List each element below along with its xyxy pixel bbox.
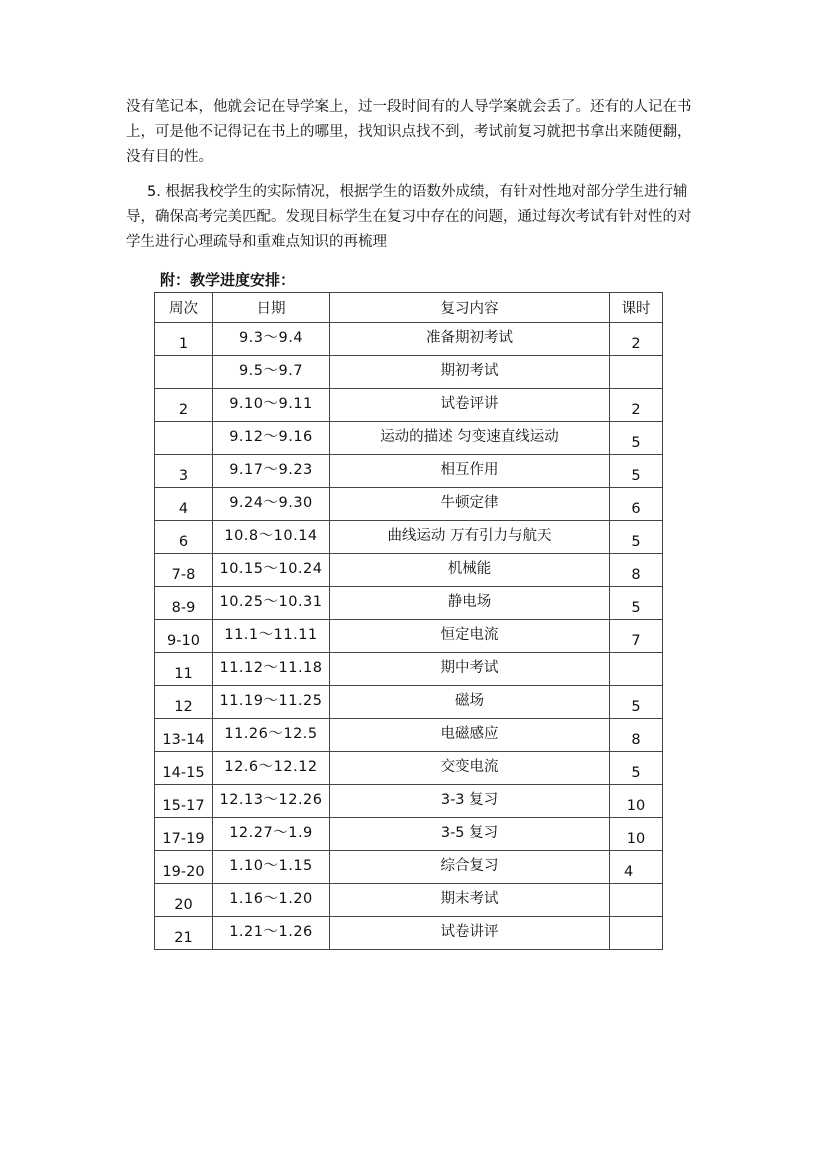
cell-week (155, 356, 213, 389)
teaching-schedule-table (154, 292, 663, 950)
cell-week: 19-20 (155, 851, 213, 884)
cell-content: 相互作用 (330, 455, 610, 488)
cell-week: 20 (155, 884, 213, 917)
cell-week: 9-10 (155, 620, 213, 653)
header-hours: 课时 (610, 293, 663, 323)
cell-week: 14-15 (155, 752, 213, 785)
cell-content: 期末考试 (330, 884, 610, 917)
cell-week: 21 (155, 917, 213, 950)
table-row (155, 752, 663, 785)
cell-hours (610, 356, 663, 389)
table-row (155, 653, 663, 686)
cell-week: 4 (155, 488, 213, 521)
table-row (155, 785, 663, 818)
cell-content: 准备期初考试 (330, 323, 610, 356)
table-row (155, 851, 663, 884)
cell-date: 11.1～11.11 (213, 620, 330, 653)
cell-content: 综合复习 (330, 851, 610, 884)
cell-hours (610, 917, 663, 950)
cell-date: 9.17～9.23 (213, 455, 330, 488)
table-row (155, 884, 663, 917)
cell-date: 9.12～9.16 (213, 422, 330, 455)
cell-week: 7-8 (155, 554, 213, 587)
cell-date: 10.8～10.14 (213, 521, 330, 554)
cell-week (155, 422, 213, 455)
cell-content: 静电场 (330, 587, 610, 620)
cell-date: 9.24～9.30 (213, 488, 330, 521)
table-row (155, 356, 663, 389)
cell-hours: 5 (610, 422, 663, 455)
table-row (155, 686, 663, 719)
cell-week: 12 (155, 686, 213, 719)
table-row (155, 818, 663, 851)
cell-hours: 2 (610, 323, 663, 356)
cell-hours: 5 (610, 521, 663, 554)
cell-hours: 8 (610, 719, 663, 752)
table-row (155, 620, 663, 653)
paragraph-line: 5. 根据我校学生的实际情况，根据学生的语数外成绩，有针对性地对部分学生进行辅 (147, 184, 688, 200)
cell-hours: 4 (610, 851, 663, 884)
table-header-row (155, 293, 663, 323)
cell-date: 9.10～9.11 (213, 389, 330, 422)
cell-week: 13-14 (155, 719, 213, 752)
cell-hours (610, 653, 663, 686)
header-week: 周次 (155, 293, 213, 323)
cell-date: 10.25～10.31 (213, 587, 330, 620)
cell-week: 6 (155, 521, 213, 554)
cell-week: 15-17 (155, 785, 213, 818)
cell-hours: 5 (610, 587, 663, 620)
cell-content: 恒定电流 (330, 620, 610, 653)
cell-date: 1.10～1.15 (213, 851, 330, 884)
table-row (155, 917, 663, 950)
paragraph-line: 上，可是他不记得记在书上的哪里，找知识点找不到，考试前复习就把书拿出来随便翻， (126, 124, 692, 140)
cell-content: 交变电流 (330, 752, 610, 785)
cell-hours: 10 (610, 818, 663, 851)
cell-content: 磁场 (330, 686, 610, 719)
header-date: 日期 (213, 293, 330, 323)
cell-hours: 7 (610, 620, 663, 653)
cell-date: 1.16～1.20 (213, 884, 330, 917)
cell-date: 12.6～12.12 (213, 752, 330, 785)
cell-week: 1 (155, 323, 213, 356)
cell-hours: 5 (610, 752, 663, 785)
cell-content: 3-5 复习 (330, 818, 610, 851)
cell-content: 试卷讲评 (330, 917, 610, 950)
paragraph-line: 没有目的性。 (126, 149, 213, 165)
cell-date: 12.27～1.9 (213, 818, 330, 851)
cell-week: 2 (155, 389, 213, 422)
cell-content: 试卷评讲 (330, 389, 610, 422)
cell-hours (610, 884, 663, 917)
cell-hours: 5 (610, 686, 663, 719)
cell-hours: 10 (610, 785, 663, 818)
paragraph-line: 没有笔记本，他就会记在导学案上，过一段时间有的人导学案就会丢了。还有的人记在书 (126, 99, 692, 115)
cell-content: 期初考试 (330, 356, 610, 389)
schedule-heading: 附：教学进度安排： (160, 271, 296, 289)
cell-date: 1.21～1.26 (213, 917, 330, 950)
cell-date: 9.3～9.4 (213, 323, 330, 356)
cell-week: 17-19 (155, 818, 213, 851)
cell-date: 11.19～11.25 (213, 686, 330, 719)
cell-hours: 5 (610, 455, 663, 488)
cell-content: 曲线运动 万有引力与航天 (330, 521, 610, 554)
table-row (155, 422, 663, 455)
cell-content: 运动的描述 匀变速直线运动 (330, 422, 610, 455)
paragraph-notes-habits (126, 95, 706, 170)
paragraph-line: 学生进行心理疏导和重难点知识的再梳理 (126, 234, 387, 250)
cell-content: 3-3 复习 (330, 785, 610, 818)
table-row (155, 488, 663, 521)
cell-content: 机械能 (330, 554, 610, 587)
paragraph-item-5 (126, 180, 706, 255)
cell-week: 11 (155, 653, 213, 686)
paragraph-line: 导，确保高考完美匹配。发现目标学生在复习中存在的问题，通过每次考试有针对性的对 (126, 209, 692, 225)
cell-week: 8-9 (155, 587, 213, 620)
cell-date: 9.5～9.7 (213, 356, 330, 389)
table-row (155, 587, 663, 620)
cell-hours: 2 (610, 389, 663, 422)
cell-hours: 8 (610, 554, 663, 587)
table-row (155, 389, 663, 422)
cell-date: 11.12～11.18 (213, 653, 330, 686)
cell-hours: 6 (610, 488, 663, 521)
cell-week: 3 (155, 455, 213, 488)
table-row (155, 455, 663, 488)
table-row (155, 521, 663, 554)
table-body (155, 323, 663, 950)
header-content: 复习内容 (330, 293, 610, 323)
cell-content: 期中考试 (330, 653, 610, 686)
cell-content: 牛顿定律 (330, 488, 610, 521)
table-row (155, 719, 663, 752)
cell-date: 11.26～12.5 (213, 719, 330, 752)
cell-date: 10.15～10.24 (213, 554, 330, 587)
table-row (155, 323, 663, 356)
cell-content: 电磁感应 (330, 719, 610, 752)
cell-date: 12.13～12.26 (213, 785, 330, 818)
table-row (155, 554, 663, 587)
